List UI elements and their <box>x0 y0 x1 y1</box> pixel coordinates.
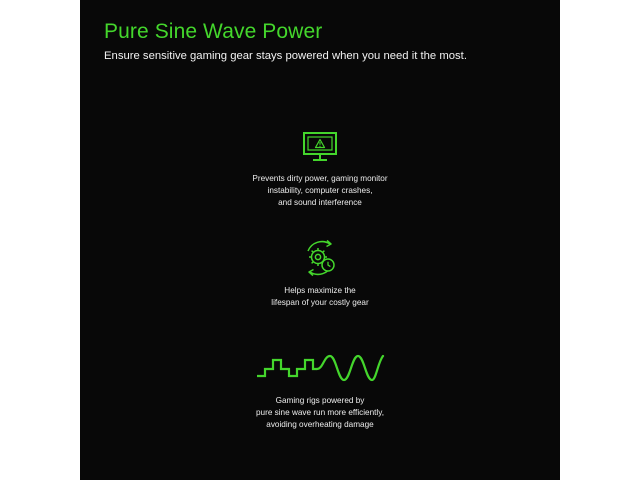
page-title: Pure Sine Wave Power <box>104 20 323 43</box>
caption-line: avoiding overheating damage <box>266 420 374 429</box>
feature-caption <box>80 173 560 209</box>
feature-lifespan <box>80 237 560 309</box>
gear-refresh-clock-icon <box>300 237 340 279</box>
caption-line: Helps maximize the <box>284 286 356 295</box>
feature-caption <box>80 285 560 309</box>
square-to-sine-wave-icon <box>255 352 385 384</box>
feature-caption <box>80 395 560 431</box>
monitor-warning-icon <box>302 131 338 163</box>
caption-line: Gaming rigs powered by <box>275 396 365 405</box>
caption-line: instability, computer crashes, <box>267 186 373 195</box>
caption-line: and sound interference <box>278 198 362 207</box>
caption-line: lifespan of your costly gear <box>271 298 369 307</box>
page-subtitle: Ensure sensitive gaming gear stays powered when you need it the most. <box>104 50 467 62</box>
caption-line: Prevents dirty power, gaming monitor <box>252 174 388 183</box>
caption-line: pure sine wave run more efficiently, <box>255 408 385 417</box>
sine-wave-feature-panel <box>80 0 560 480</box>
feature-dirty-power <box>80 131 560 209</box>
feature-efficiency <box>80 352 560 431</box>
